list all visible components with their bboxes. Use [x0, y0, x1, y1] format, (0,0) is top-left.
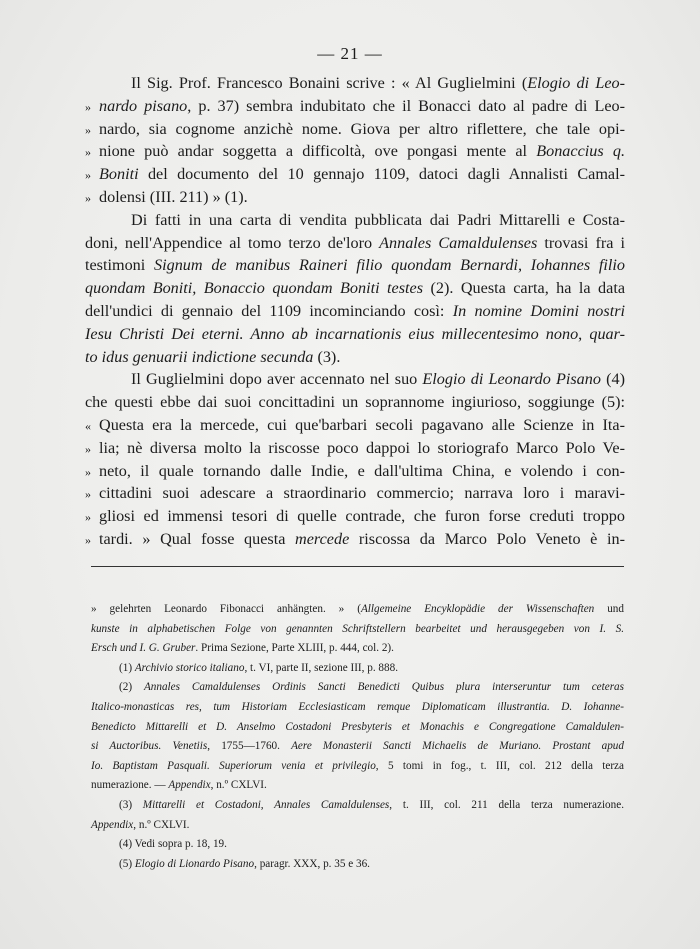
text-line: » neto, il quale tornando dalle Indie, e dall'ultima China, e volendo i con- [85, 460, 625, 484]
text-line: Iesu Christi Dei eterni. Anno ab incarnationis eius millecentesimo nono, quar- [85, 324, 625, 343]
text-line: » nardo, sia cognome anzichè nome. Giova per altro riflettere, che tale opi- [85, 118, 625, 142]
text-line: Il Sig. Prof. Francesco Bonaini scrive : « Al Guglielmini (Elogio di Leo- [131, 74, 625, 92]
footnote-divider [91, 566, 624, 567]
text-line: » tardi. » Qual fosse questa mercede riscossa da Marco Polo Veneto è in- [85, 528, 625, 552]
footnote-line: Benedicto Mittarelli et D. Anselmo Costadoni Presbyteris et Monachis e Congregatione Camaldulen- [91, 720, 624, 733]
footnote-line: » gelehrten Leonardo Fibonacci anhängten. » (Allgemeine Encyklopädie der Wissenschaften und [91, 603, 624, 615]
text-line: dell'undici di gennaio del 1109 incominciando così: In nomine Domini nostri [85, 302, 625, 320]
text-line: « Questa era la mercede, cui que'barbari secoli pagavano alle Scienze in Ita- [85, 414, 625, 438]
quote-mark: » [85, 99, 91, 114]
footnote-line: (2) Annales Camaldulenses Ordinis Sancti Benedicti Quibus plura interseruntur tum ceteras [119, 681, 624, 694]
quote-mark: » [85, 487, 91, 502]
text-line: doni, nell'Appendice al tomo terzo de'loro Annales Camaldulenses trovasi fra i [85, 233, 625, 252]
text-line: » cittadini suoi adescare a straordinario commercio; narrava loro i maravi- [85, 482, 625, 506]
footnote-line: Italico-monasticas res, tum Historiam Ecclesiasticam remque Diplomaticam illustrantia. D. Iohanne- [91, 701, 624, 713]
text-line: » dolensi (III. 211) » (1). [85, 186, 625, 210]
quote-mark: » [85, 145, 91, 160]
footnote-line: Ersch und I. G. Gruber. Prima Sezione, Parte XLIII, p. 444, col. 2). [91, 642, 394, 655]
text-line: quondam Boniti, Bonaccio quondam Boniti testes (2). Questa carta, ha la data [85, 279, 625, 298]
quote-mark: » [85, 533, 91, 547]
text-line: che questi ebbe dai suoi concittadini un soprannome ingiurioso, soggiunge (5): [85, 393, 625, 412]
text-line: testimoni Signum de manibus Raineri filio quondam Bernardi, Iohannes filio [85, 256, 625, 275]
text-line: » lia; nè diversa molto la riscosse poco dappoi lo storiografo Marco Polo Ve- [85, 437, 625, 461]
text-line: Di fatti in una carta di vendita pubblicata dai Padri Mittarelli e Costa- [131, 210, 625, 229]
text-line: » gliosi ed immensi tesori di quelle contrade, che furon forse creduti troppo [85, 505, 625, 529]
quote-mark: « [85, 419, 91, 433]
footnote-line: kunste in alphabetischen Folge von genannten Schriftstellern bearbeitet und herausgegeben von I. S. [91, 622, 624, 635]
footnote-line: Io. Baptistam Pasquali. Superiorum venia et privilegio, 5 tomi in fog., t. III, col. 212 della terza [91, 759, 624, 772]
footnote-line: (5) Elogio di Lionardo Pisano, paragr. XXX, p. 35 e 36. [119, 857, 370, 870]
quote-mark: » [85, 441, 91, 456]
footnote-line: (1) Archivio storico italiano, t. VI, parte II, sezione III, p. 888. [119, 661, 399, 674]
quote-mark: » [85, 168, 91, 183]
text-line: Il Guglielmini dopo aver accennato nel suo Elogio di Leonardo Pisano (4) [131, 370, 625, 389]
quote-mark: » [85, 191, 91, 205]
text-line: » nione può andar soggetta a difficoltà, ove pongasi mente al Bonaccius q. [85, 140, 625, 164]
quote-mark: » [85, 464, 91, 479]
footnote-line: Appendix, n.º CXLVI. [91, 818, 190, 831]
text-line: » nardo pisano, p. 37) sembra indubitato che il Bonacci dato al padre di Leo- [85, 95, 625, 119]
text-line: » Boniti del documento del 10 gennajo 1109, datoci dagli Annalisti Camal- [85, 163, 625, 187]
footnote-line: si Auctoribus. Venetiis, 1755—1760. Aere Monasterii Sancti Michaelis de Muriano. Prostant apud [91, 740, 624, 753]
footnote-line: (4) Vedi sopra p. 18, 19. [119, 838, 227, 851]
footnote-line: (3) Mittarelli et Costadoni, Annales Camaldulenses, t. III, col. 211 della terza numerazione. [119, 799, 625, 811]
footnote-line: numerazione. — Appendix, n.º CXLVI. [91, 779, 267, 792]
quote-mark: » [85, 122, 91, 137]
quote-mark: » [85, 510, 91, 525]
text-line: to idus genuarii indictione secunda (3). [85, 347, 341, 366]
page-number: — 21 — [317, 44, 383, 63]
